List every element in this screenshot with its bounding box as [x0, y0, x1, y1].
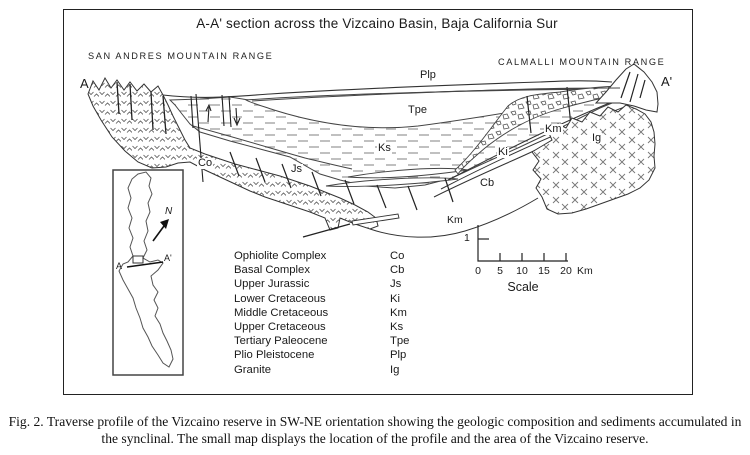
- scale-tick-15: 15: [538, 265, 550, 277]
- map-endpoint-a: A: [116, 261, 123, 271]
- section-endpoint-a: A: [80, 76, 89, 91]
- figure-caption: [0, 414, 750, 447]
- map-endpoint-a-prime: A': [164, 253, 172, 263]
- scale-tick-20: 20: [560, 265, 572, 277]
- legend-code: Ki: [390, 292, 401, 305]
- legend-code: Co: [390, 250, 405, 262]
- legend-code: Ks: [390, 320, 404, 333]
- scale-horizontal-unit: Km: [577, 265, 593, 277]
- san-andres-range-label: SAN ANDRES MOUNTAIN RANGE: [88, 51, 274, 61]
- legend-row: [234, 363, 434, 377]
- section-endpoint-a-prime: A': [661, 74, 673, 89]
- unit-label-cb: Cb: [480, 177, 495, 189]
- unit-label-ks: Ks: [378, 142, 391, 154]
- unit-label-tpe: Tpe: [408, 104, 427, 116]
- north-label: N: [165, 206, 173, 217]
- unit-label-co: Co: [198, 157, 213, 169]
- legend-code: Km: [390, 306, 407, 319]
- legend-row: [234, 320, 434, 334]
- scale-tick-0: 0: [475, 265, 481, 277]
- legend-name: Middle Cretaceous: [234, 306, 329, 319]
- unit-label-ki: Ki: [498, 146, 508, 158]
- scale-tick-5: 5: [497, 265, 503, 277]
- legend-row: [234, 292, 434, 306]
- legend-row: [234, 277, 434, 291]
- legend-row: [234, 334, 434, 348]
- legend-code: Tpe: [390, 335, 410, 348]
- unit-label-plp: Plp: [420, 69, 436, 81]
- caption-line-2: the synclinal. The small map displays the location of the profile and the area of the Vizcaino reserve.: [101, 430, 649, 446]
- unit-label-km: Km: [545, 123, 562, 135]
- legend-name: Lower Cretaceous: [234, 292, 326, 305]
- calmalli-range-label: CALMALLI MOUNTAIN RANGE: [498, 57, 666, 67]
- legend-code: Plp: [390, 349, 407, 362]
- legend-row: [234, 263, 434, 277]
- scale-label: Scale: [507, 280, 539, 294]
- scale-vertical-value: 1: [464, 232, 470, 244]
- scale-tick-10: 10: [516, 265, 528, 277]
- legend-name: Granite: [234, 363, 272, 376]
- legend-name: Tertiary Paleocene: [234, 335, 328, 348]
- caption-line-1: Fig. 2. Traverse profile of the Vizcaino reserve in SW-NE orientation showing the geologic composition and sediments accumulated in: [8, 414, 742, 429]
- figure-title: A-A' section across the Vizcaino Basin, Baja California Sur: [196, 16, 558, 31]
- legend-code: Cb: [390, 264, 405, 277]
- legend-name: Upper Jurassic: [234, 278, 310, 291]
- legend-row: [234, 348, 434, 362]
- scale-vertical-unit: Km: [447, 214, 463, 226]
- legend-code: Js: [390, 278, 402, 291]
- unit-label-js: Js: [291, 163, 302, 175]
- unit-label-ig: Ig: [592, 132, 602, 144]
- legend: [234, 249, 434, 377]
- legend-name: Upper Cretaceous: [234, 320, 326, 333]
- legend-name: Basal Complex: [234, 264, 310, 277]
- legend-name: Plio Pleistocene: [234, 349, 315, 362]
- legend-row: [234, 306, 434, 320]
- legend-name: Ophiolite Complex: [234, 250, 327, 262]
- legend-code: Ig: [390, 363, 400, 376]
- legend-row: [234, 249, 434, 263]
